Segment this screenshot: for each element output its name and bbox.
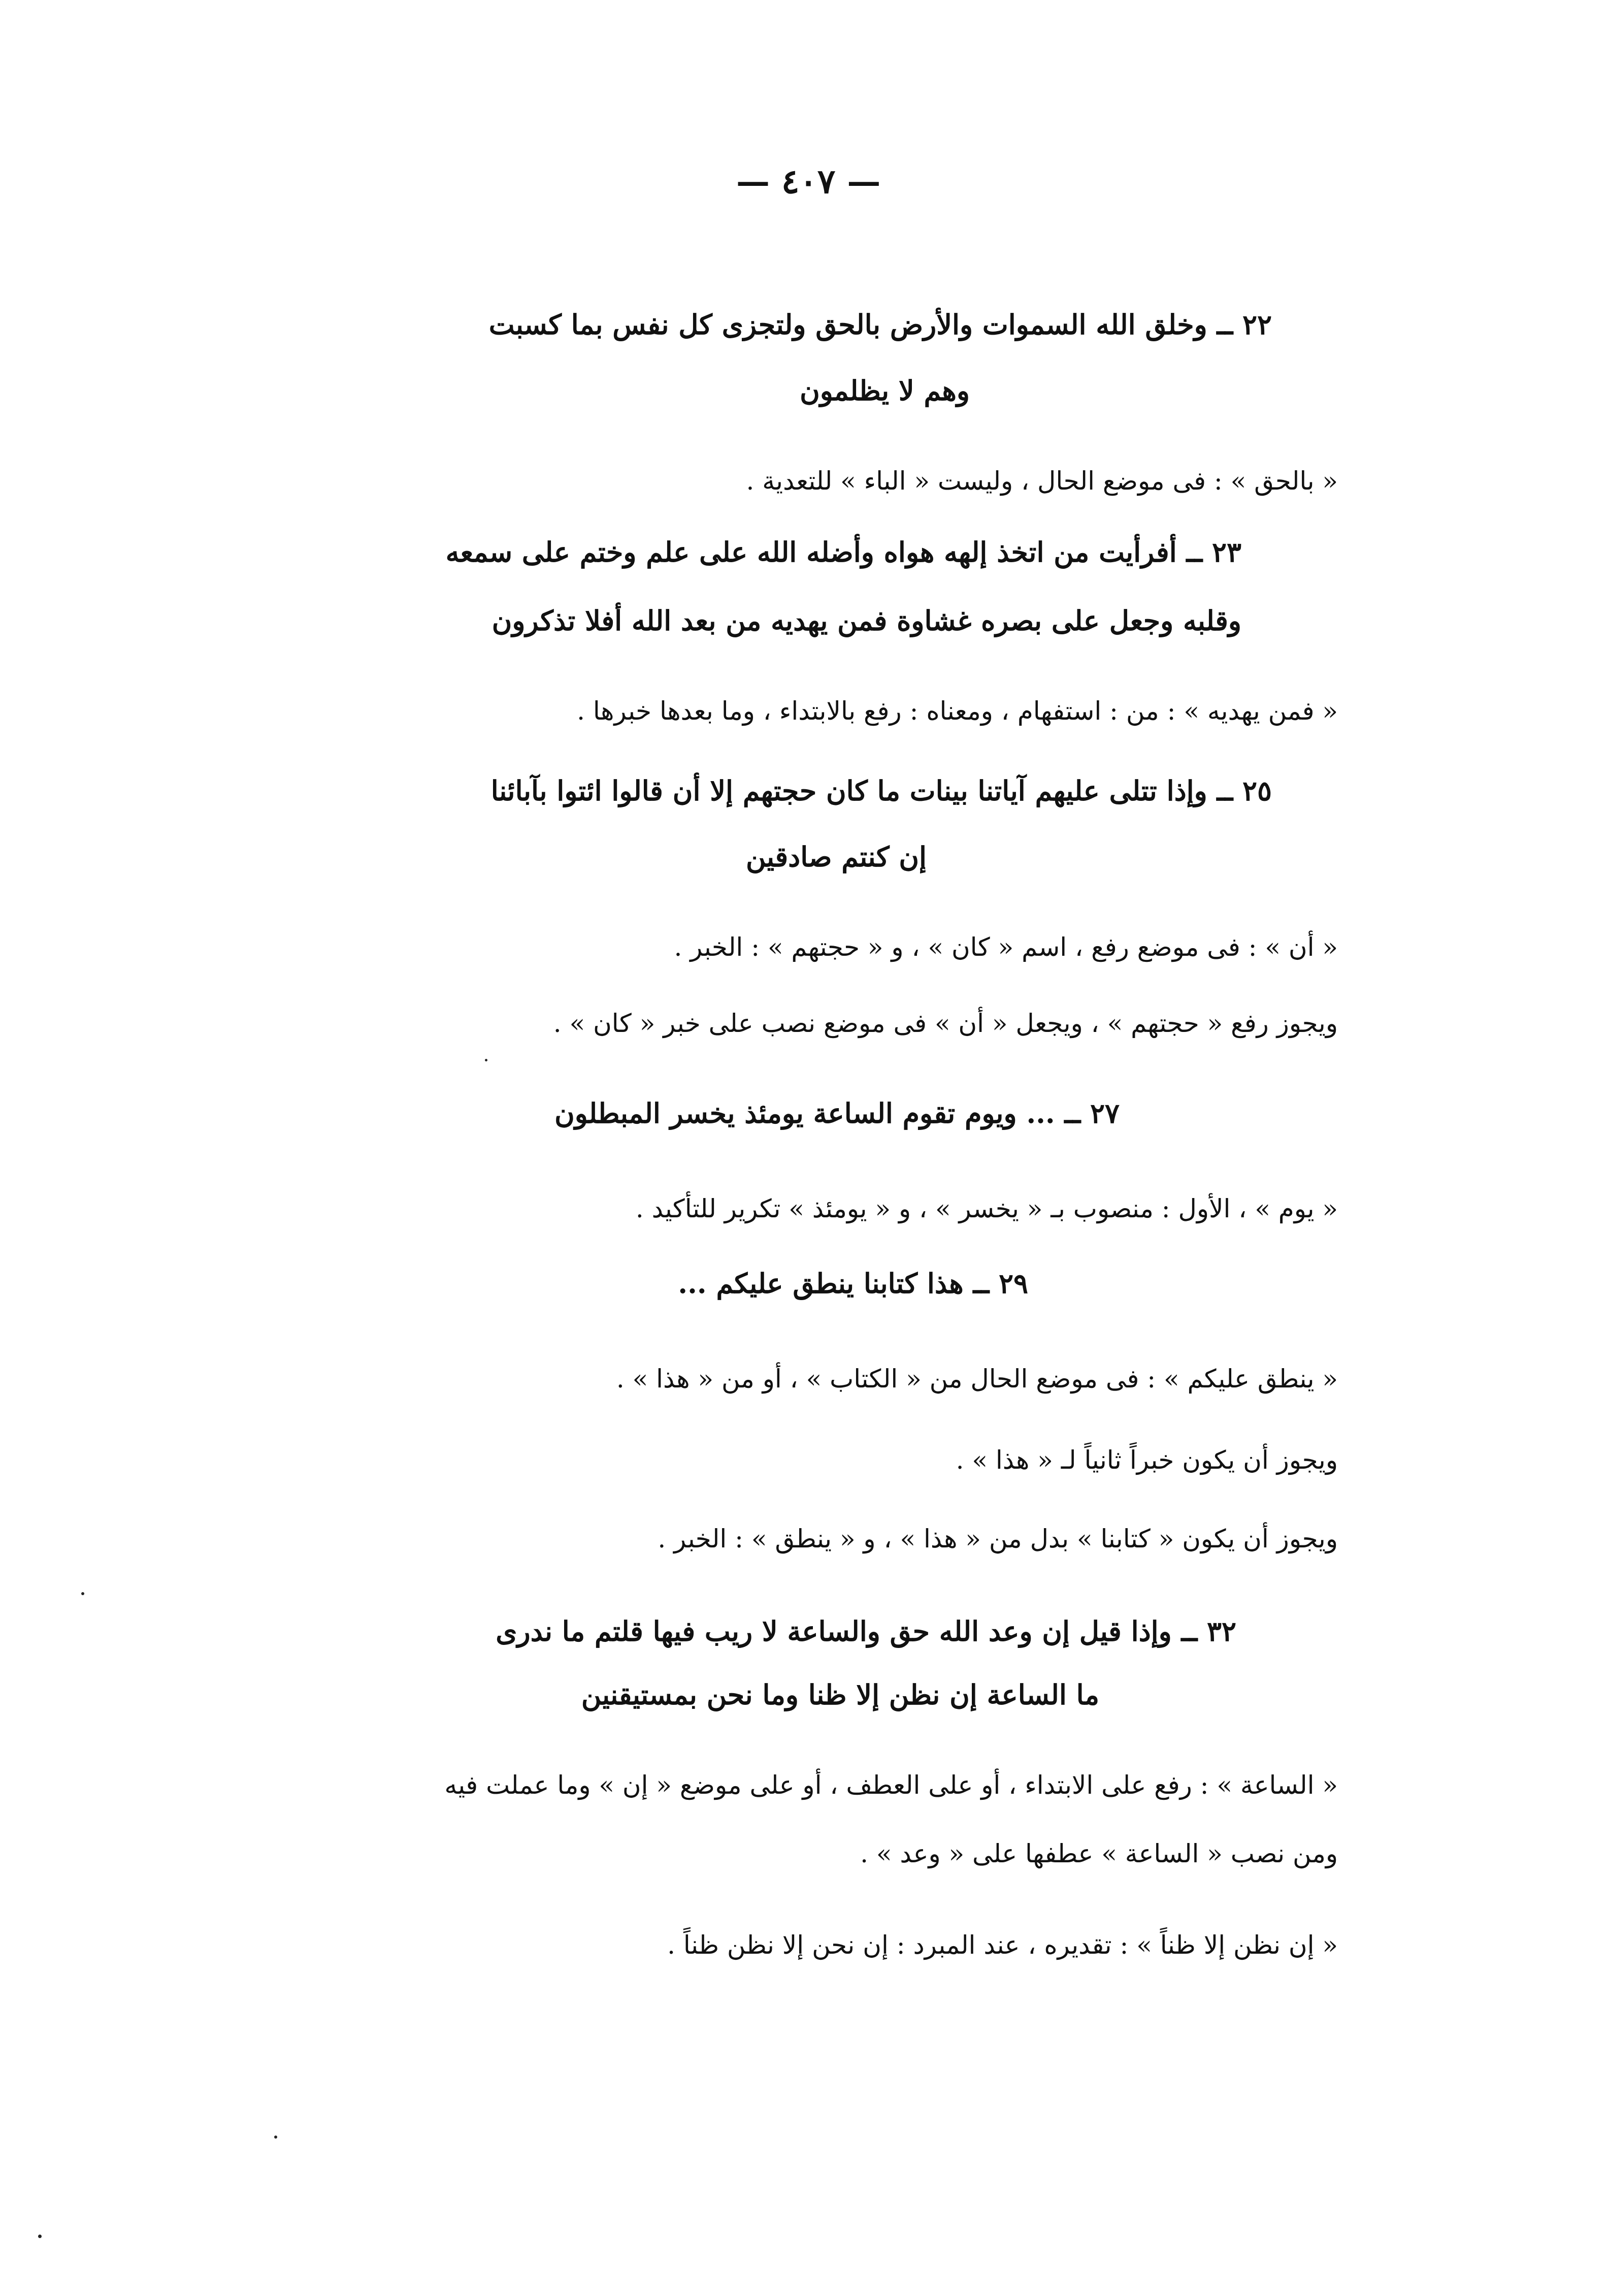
verse-29: ٢٩ ــ هذا كتابنا ينطق عليكم ... <box>678 1267 1028 1300</box>
note-32-line-3: « إن نظن إلا ظناً » : تقديره ، عند المبرد : إن نحن إلا نظن ظناً . <box>667 1930 1338 1960</box>
note-32-line-2: ومن نصب « الساعة » عطفها على « وعد » . <box>860 1839 1338 1868</box>
verse-25-line-2: إن كنتم صادقين <box>745 840 927 873</box>
verse-23-line-2: وقلبه وجعل على بصره غشاوة فمن يهديه من بعد الله أفلا تذكرون <box>491 604 1241 637</box>
note-23: « فمن يهديه » : من : استفهام ، ومعناه : رفع بالابتداء ، وما بعدها خبرها . <box>577 696 1338 726</box>
verse-22-line-1: ٢٢ ــ وخلق الله السموات والأرض بالحق ولتجزى كل نفس بما كسبت <box>488 308 1272 341</box>
verse-25-line-1: ٢٥ ــ وإذا تتلى عليهم آياتنا بينات ما كان حجتهم إلا أن قالوا ائتوا بآبائنا <box>490 774 1272 807</box>
note-29-line-3: ويجوز أن يكون « كتابنا » بدل من « هذا » ، و « ينطق » : الخبر . <box>658 1524 1338 1554</box>
note-29-line-2: ويجوز أن يكون خبراً ثانياً لـ « هذا » . <box>956 1445 1338 1475</box>
note-22: « بالحق » : فى موضع الحال ، وليست « الباء » للتعدية . <box>746 466 1338 496</box>
page-number: — ٤٠٧ — <box>736 161 881 201</box>
note-25-line-1: « أن » : فى موضع رفع ، اسم « كان » ، و « حجتهم » : الخبر . <box>674 932 1338 962</box>
scan-speck <box>274 2136 277 2139</box>
verse-23-line-1: ٢٣ ــ أفرأيت من اتخذ إلهه هواه وأضله الله على علم وختم على سمعه <box>445 536 1241 568</box>
scan-speck <box>81 1592 84 1595</box>
verse-22-line-2: وهم لا يظلمون <box>800 374 970 407</box>
scan-speck <box>485 1059 487 1061</box>
scan-speck <box>38 2235 42 2238</box>
note-32-line-1: « الساعة » : رفع على الابتداء ، أو على العطف ، أو على موضع « إن » وما عملت فيه <box>444 1770 1338 1800</box>
verse-32-line-1: ٣٢ ــ وإذا قيل إن وعد الله حق والساعة لا ريب فيها قلتم ما ندرى <box>496 1615 1236 1647</box>
verse-27: ٢٧ ــ ... ويوم تقوم الساعة يومئذ يخسر المبطلون <box>554 1097 1120 1129</box>
verse-32-line-2: ما الساعة إن نظن إلا ظنا وما نحن بمستيقنين <box>581 1678 1099 1711</box>
note-25-line-2: ويجوز رفع « حجتهم » ، ويجعل « أن » فى موضع نصب على خبر « كان » . <box>553 1009 1338 1038</box>
note-29-line-1: « ينطق عليكم » : فى موضع الحال من « الكتاب » ، أو من « هذا » . <box>616 1364 1338 1394</box>
note-27: « يوم » ، الأول : منصوب بـ « يخسر » ، و « يومئذ » تكرير للتأكيد . <box>635 1194 1338 1223</box>
